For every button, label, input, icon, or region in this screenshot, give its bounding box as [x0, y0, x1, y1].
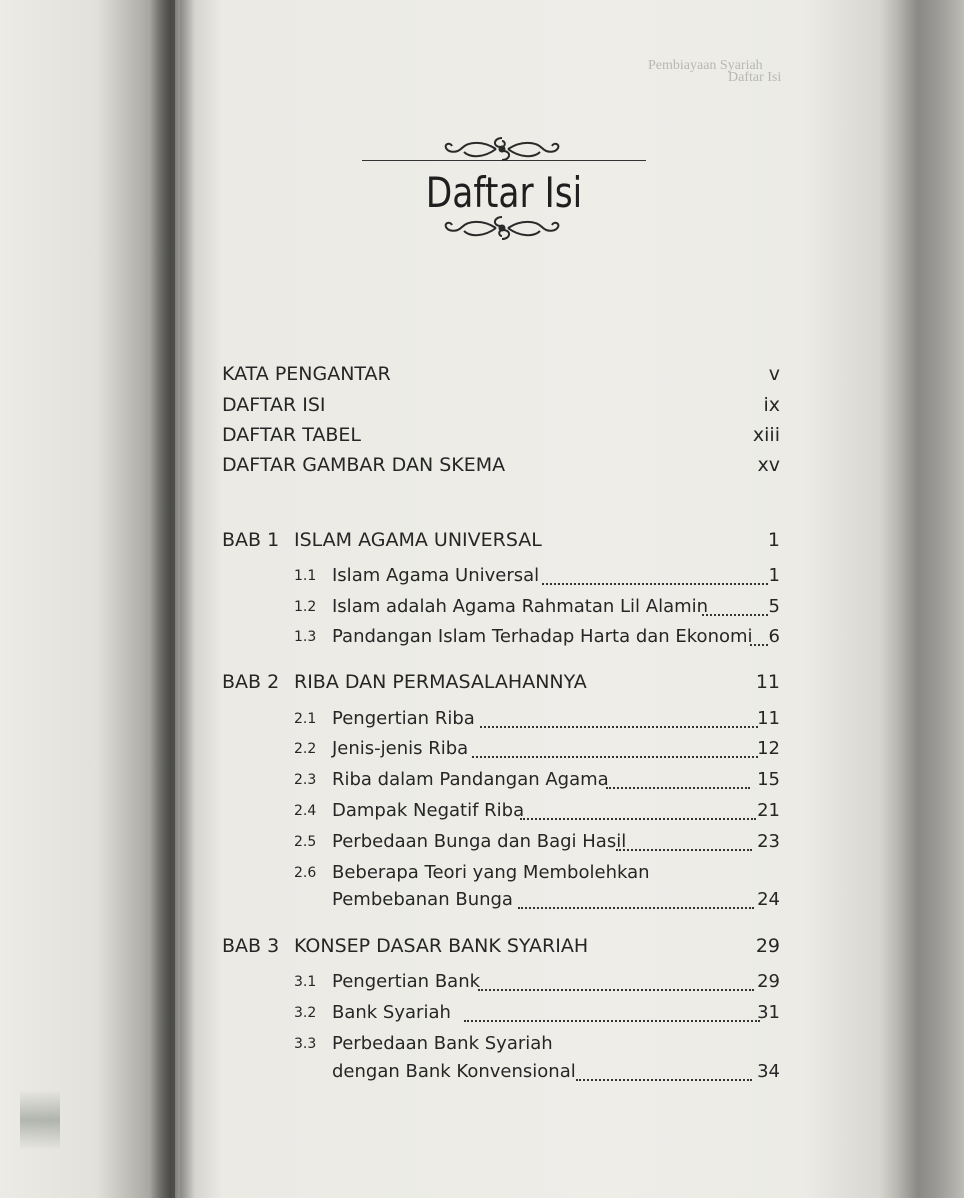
dot-leader [750, 624, 768, 646]
toc-section [294, 706, 780, 732]
dot-leader [616, 829, 752, 851]
toc-section [294, 1031, 780, 1057]
section-title: Perbedaan Bunga dan Bagi Hasil [332, 831, 627, 852]
toc-section-continued [294, 887, 780, 913]
toc-section [294, 767, 780, 793]
toc-entry [222, 452, 780, 478]
chapter-page: 29 [755, 935, 780, 957]
flourish-ornament-icon [440, 134, 564, 164]
toc-section-continued [294, 1059, 780, 1085]
dot-leader [702, 594, 768, 616]
dot-leader [518, 887, 754, 909]
left-page [0, 0, 175, 1198]
toc-section [294, 829, 780, 855]
section-title: Islam adalah Agama Rahmatan Lil Alamin [332, 596, 709, 617]
section-page: 23 [757, 831, 780, 852]
chapter-number: BAB 2 [222, 671, 280, 693]
toc-section [294, 1000, 780, 1026]
chapter-page: 1 [767, 529, 780, 551]
section-page: 34 [757, 1061, 780, 1082]
section-number: 2.2 [294, 741, 317, 757]
dot-leader [480, 706, 758, 728]
toc-entry-page: xv [757, 454, 780, 476]
dot-leader [464, 1000, 760, 1022]
toc-section [294, 798, 780, 824]
toc-section [294, 624, 780, 650]
section-number: 3.2 [294, 1005, 317, 1021]
toc-entry-label: KATA PENGANTAR [222, 363, 391, 385]
section-title: Riba dalam Pandangan Agama [332, 769, 609, 790]
bleed-through-line: Daftar Isi [728, 70, 782, 85]
toc-section [294, 594, 780, 620]
toc-entry-page: v [768, 363, 780, 385]
toc-section [294, 860, 780, 886]
chapter-title: KONSEP DASAR BANK SYARIAH [294, 935, 589, 957]
section-number: 2.1 [294, 711, 317, 727]
toc-entry-label: DAFTAR ISI [222, 394, 326, 416]
section-number: 1.3 [294, 629, 317, 645]
section-number: 2.3 [294, 772, 317, 788]
toc-section [294, 969, 780, 995]
section-title: Perbedaan Bank Syariah [332, 1033, 553, 1054]
dot-leader [606, 767, 750, 789]
toc-entry [222, 361, 780, 387]
section-title: Islam Agama Universal [332, 565, 540, 586]
section-page: 15 [757, 769, 780, 790]
section-page: 1 [768, 565, 780, 586]
section-page: 29 [757, 971, 780, 992]
section-page: 6 [768, 626, 780, 647]
section-title: Bank Syariah [332, 1002, 451, 1023]
section-page: 21 [757, 800, 780, 821]
chapter-number: BAB 1 [222, 529, 280, 551]
section-title: Beberapa Teori yang Membolehkan [332, 862, 650, 883]
flourish-ornament-icon [440, 213, 564, 243]
toc-entry-page: ix [763, 394, 780, 416]
toc-section [294, 563, 780, 589]
toc-entry-label: DAFTAR TABEL [222, 424, 362, 446]
section-page: 24 [757, 889, 780, 910]
section-title-continued: dengan Bank Konvensional [332, 1061, 576, 1082]
dot-leader [542, 563, 768, 585]
bleed-through-line: Pembiayaan Syariah [648, 58, 763, 73]
section-title: Pengertian Bank [332, 971, 481, 992]
toc-entry [222, 422, 780, 448]
section-number: 2.4 [294, 803, 317, 819]
page-title: Daftar Isi [425, 168, 583, 217]
section-title: Dampak Negatif Riba [332, 800, 525, 821]
page-edge-shadow [880, 0, 964, 1198]
section-number: 1.1 [294, 568, 317, 584]
section-page: 12 [757, 738, 780, 759]
section-number: 2.5 [294, 834, 317, 850]
section-number: 3.1 [294, 974, 317, 990]
bleed-through-header [648, 58, 848, 98]
chapter-title: ISLAM AGAMA UNIVERSAL [294, 529, 542, 551]
section-title-continued: Pembebanan Bunga [332, 889, 513, 910]
section-title: Jenis-jenis Riba [332, 738, 469, 759]
dot-leader [478, 969, 754, 991]
toc-entry-label: DAFTAR GAMBAR DAN SKEMA [222, 454, 506, 476]
toc-section [294, 736, 780, 762]
book-gutter [150, 0, 195, 1198]
chapter-number: BAB 3 [222, 935, 280, 957]
toc-entry [222, 392, 780, 418]
section-page: 31 [757, 1002, 780, 1023]
chapter-page: 11 [755, 671, 780, 693]
toc-entry-page: xiii [752, 424, 780, 446]
section-title: Pandangan Islam Terhadap Harta dan Ekonomi [332, 626, 753, 647]
section-page: 11 [757, 708, 780, 729]
section-page: 5 [768, 596, 780, 617]
section-number: 3.3 [294, 1036, 317, 1052]
dot-leader [576, 1059, 752, 1081]
section-number: 2.6 [294, 865, 317, 881]
chapter-title: RIBA DAN PERMASALAHANNYA [294, 671, 587, 693]
left-page-stain [20, 1090, 60, 1150]
dot-leader [472, 736, 758, 758]
section-title: Pengertian Riba [332, 708, 475, 729]
dot-leader [520, 798, 756, 820]
section-number: 1.2 [294, 599, 317, 615]
